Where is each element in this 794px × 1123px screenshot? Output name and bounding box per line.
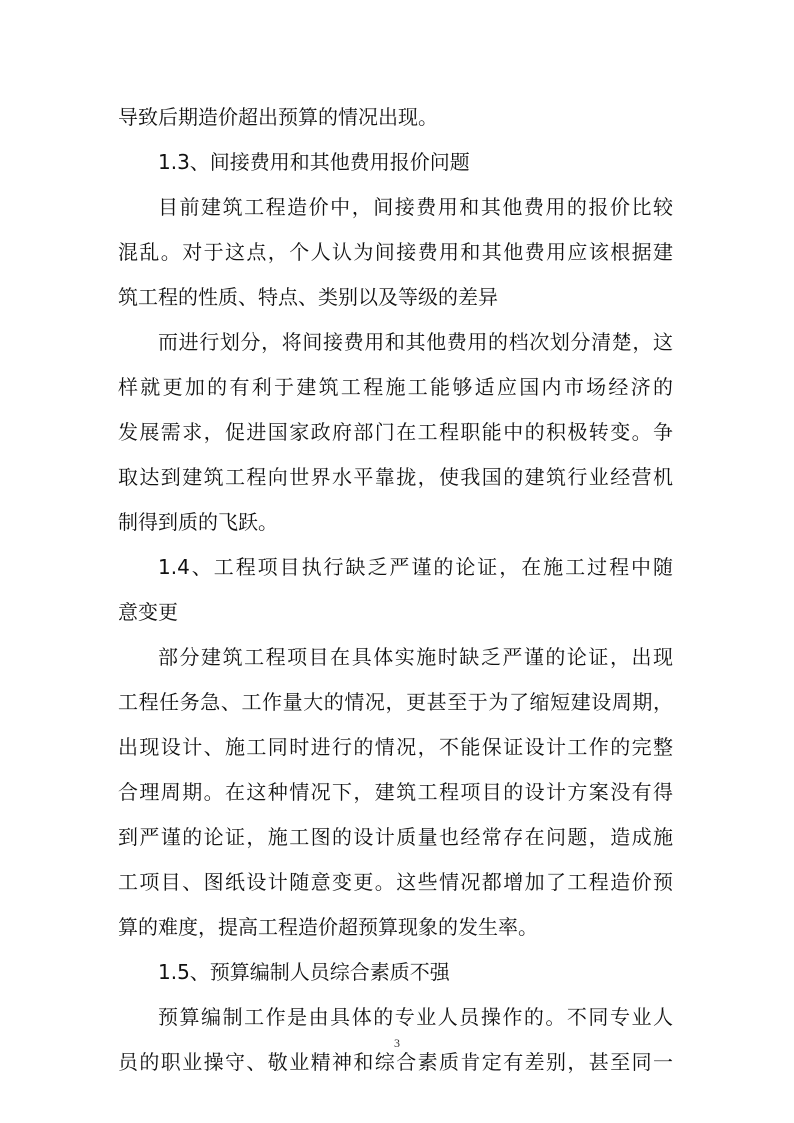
- body-text-line: 部分建筑工程项目在具体实施时缺乏严谨的论证，出现: [158, 645, 673, 669]
- body-text-line: 取达到建筑工程向世界水平靠拢，使我国的建筑行业经营机: [118, 465, 673, 489]
- body-text-line: 发展需求，促进国家政府部门在工程职能中的积极转变。争: [118, 420, 673, 444]
- body-text-line: 合理周期。在这种情况下，建筑工程项目的设计方案没有得: [118, 780, 673, 804]
- body-text-line: 导致后期造价超出预算的情况出现。: [118, 105, 438, 129]
- section-heading-1-4: 1.4、工程项目执行缺乏严谨的论证，在施工过程中随: [158, 555, 673, 579]
- page-number: 3: [394, 1036, 400, 1050]
- body-text-line: 工程任务急、工作量大的情况，更甚至于为了缩短建设周期，: [118, 690, 673, 714]
- section-heading-1-5: 1.5、预算编制人员综合素质不强: [158, 960, 450, 984]
- body-text-line: 出现设计、施工同时进行的情况，不能保证设计工作的完整: [118, 735, 673, 759]
- body-text-line: 混乱。对于这点，个人认为间接费用和其他费用应该根据建: [118, 240, 673, 264]
- body-text-line: 筑工程的性质、特点、类别以及等级的差异: [118, 285, 498, 309]
- body-text-line: 而进行划分，将间接费用和其他费用的档次划分清楚，这: [158, 330, 673, 354]
- section-heading-1-4-continued: 意变更: [118, 600, 178, 624]
- body-text-line: 到严谨的论证，施工图的设计质量也经常存在问题，造成施: [118, 825, 673, 849]
- body-text-line: 目前建筑工程造价中，间接费用和其他费用的报价比较: [158, 195, 673, 219]
- body-text-line: 制得到质的飞跃。: [118, 510, 278, 534]
- section-heading-1-3: 1.3、间接费用和其他费用报价问题: [158, 150, 470, 174]
- body-text-line: 员的职业操守、敬业精神和综合素质肯定有差别，甚至同一: [118, 1050, 673, 1074]
- body-text-line: 工项目、图纸设计随意变更。这些情况都增加了工程造价预: [118, 870, 673, 894]
- body-text-line: 预算编制工作是由具体的专业人员操作的。不同专业人: [158, 1005, 673, 1029]
- body-text-line: 样就更加的有利于建筑工程施工能够适应国内市场经济的: [118, 375, 673, 399]
- body-text-line: 算的难度，提高工程造价超预算现象的发生率。: [118, 915, 538, 939]
